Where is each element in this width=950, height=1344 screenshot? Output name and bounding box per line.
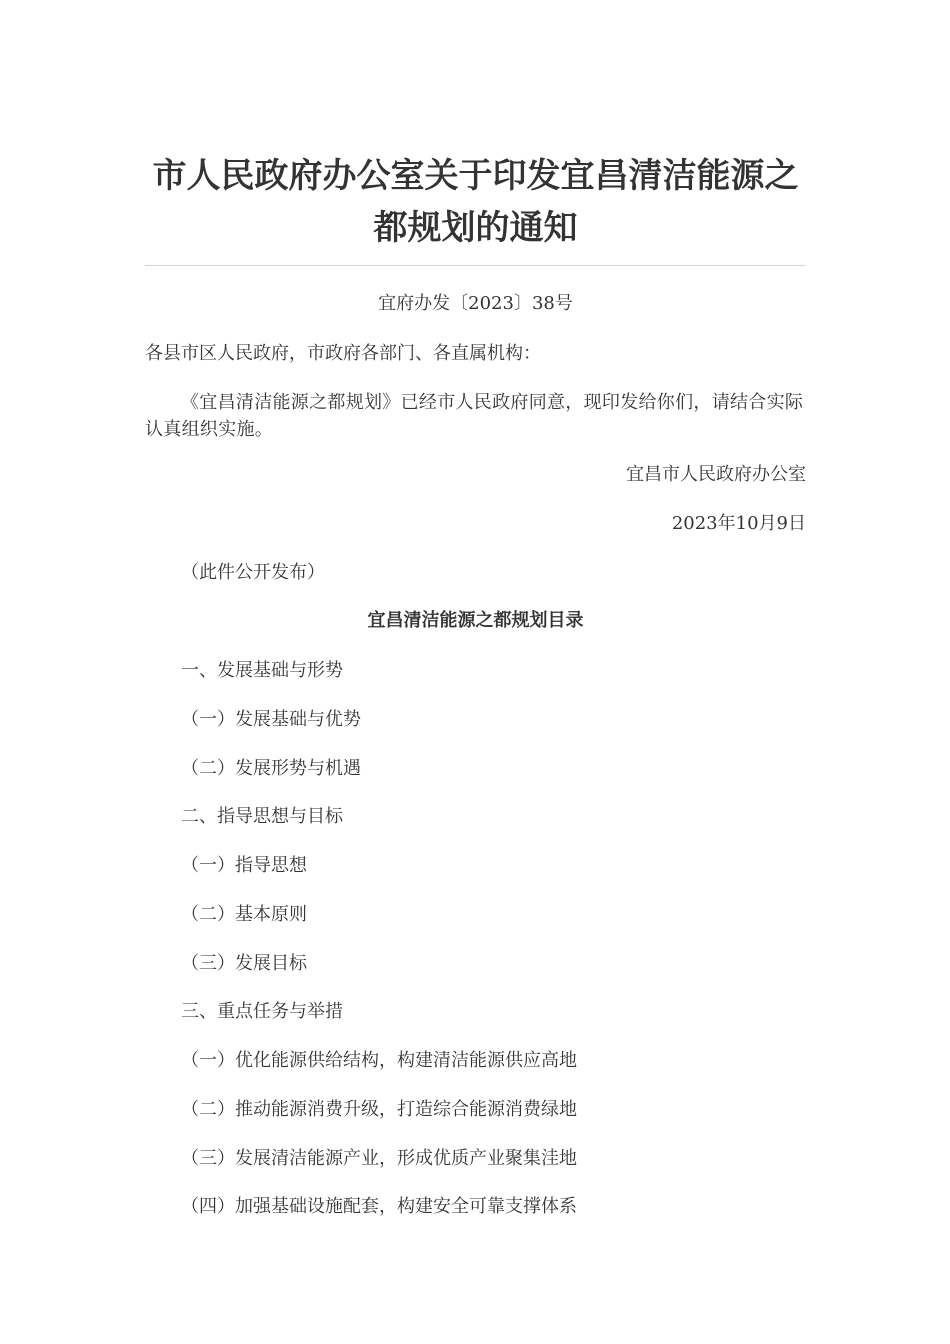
- toc-item: 一、发展基础与形势: [181, 660, 343, 681]
- toc-item: （四）加强基础设施配套，构建安全可靠支撑体系: [181, 1196, 577, 1217]
- toc-item: 三、重点任务与举措: [181, 1001, 343, 1022]
- document-title: 市人民政府办公室关于印发宜昌清洁能源之都规划的通知: [152, 156, 799, 248]
- title-divider: [145, 265, 806, 266]
- toc-item: （三）发展清洁能源产业，形成优质产业聚集洼地: [181, 1148, 577, 1169]
- toc-item: （二）基本原则: [181, 904, 307, 925]
- addressee: 各县市区人民政府，市政府各部门、各直属机构：: [145, 343, 541, 364]
- toc-item: （一）发展基础与优势: [181, 709, 361, 730]
- toc-item: （二）推动能源消费升级，打造综合能源消费绿地: [181, 1099, 577, 1120]
- body-paragraph: 《宜昌清洁能源之都规划》已经市人民政府同意，现印发给你们，请结合实际认真组织实施。: [145, 392, 804, 440]
- document-page: [145, 0, 806, 1344]
- toc-item: 二、指导思想与目标: [181, 806, 343, 827]
- toc-title: 宜昌清洁能源之都规划目录: [367, 610, 584, 631]
- toc-item: （三）发展目标: [181, 953, 307, 974]
- toc-item: （二）发展形势与机遇: [181, 758, 361, 779]
- document-number: 宜府办发〔2023〕38号: [378, 293, 573, 314]
- issue-date: 2023年10月9日: [671, 513, 806, 534]
- toc-item: （一）指导思想: [181, 855, 307, 876]
- issuing-office: 宜昌市人民政府办公室: [626, 464, 806, 485]
- publish-note: （此件公开发布）: [181, 562, 325, 583]
- toc-item: （一）优化能源供给结构，构建清洁能源供应高地: [181, 1050, 577, 1071]
